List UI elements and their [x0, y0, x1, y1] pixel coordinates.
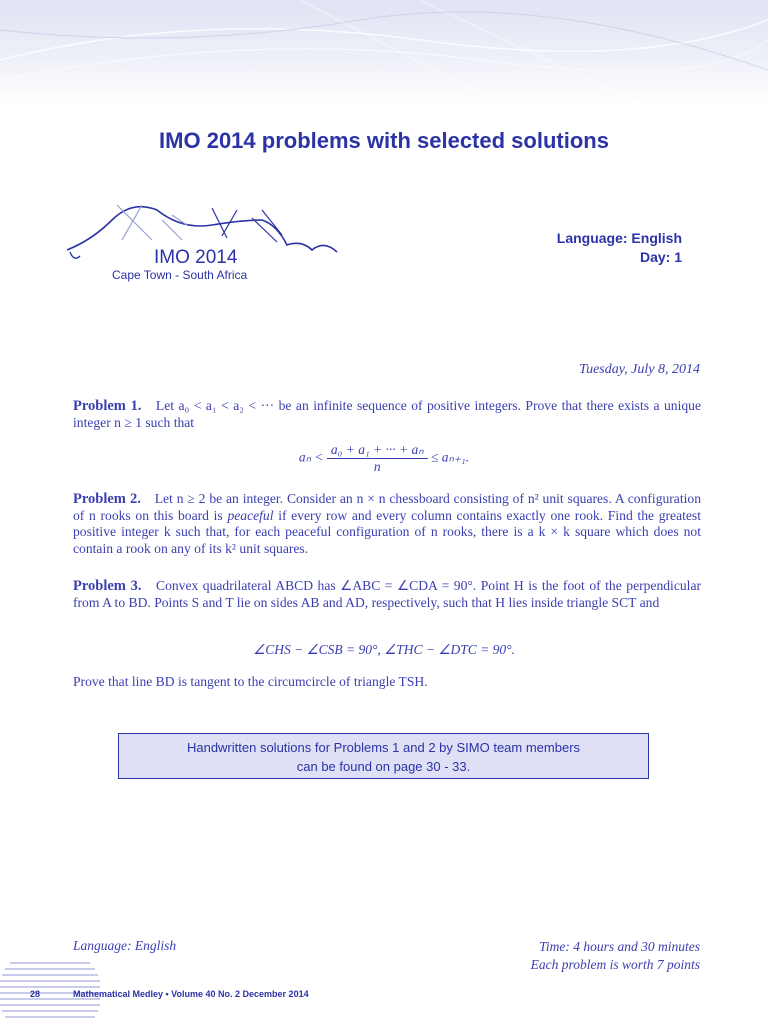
problem-2-label: Problem 2. [73, 491, 141, 507]
footer-time: Time: 4 hours and 30 minutes [539, 939, 700, 954]
problem-1 [73, 398, 701, 431]
problem-2-emphasis: peaceful [227, 507, 274, 523]
problem-3-conclusion: Prove that line BD is tangent to the circumcircle of triangle TSH. [73, 674, 428, 689]
problem-3 [73, 578, 701, 611]
header-banner [0, 0, 768, 104]
day-label: Day: 1 [639, 249, 682, 265]
problem-2-text-a: Let n ≥ 2 be an integer. Consider an n × n chessboard consisting of n² unit squares. A configuration of n rooks on this board is [73, 491, 701, 523]
banner-decoration [0, 0, 768, 104]
problem-3-label: Problem 3. [73, 578, 142, 594]
eq1-left: aₙ < [298, 449, 324, 465]
page-title: IMO 2014 problems with selected solutions [159, 128, 609, 153]
language-day-block [557, 229, 682, 267]
language-label: Language: English [556, 230, 682, 246]
journal-citation: Mathematical Medley • Volume 40 No. 2 December 2014 [73, 989, 309, 999]
footer-time-block [531, 938, 700, 974]
problem-1-text: Let a₀ < a₁ < a₂ < ··· be an infinite sequence of positive integers. Prove that there exists a unique integer n ≥ 1 such that [73, 398, 701, 430]
problem-2 [73, 491, 701, 557]
logo-name: IMO 2014 [154, 247, 238, 268]
exam-date: Tuesday, July 8, 2014 [579, 362, 700, 377]
logo-subtitle: Cape Town - South Africa [112, 268, 248, 282]
eq1-numerator: a₀ + a₁ + ··· + aₙ [327, 442, 428, 459]
eq1-denominator: n [373, 459, 381, 474]
problem-1-equation [0, 442, 768, 475]
problem-2-text-b: if every row and every column contains exactly one rook. Find the greatest positive integer k such that, for each peaceful configuration of n rooks, there is a k × k square which does not contain a rook on any of its k² unit squares. [73, 507, 701, 556]
note-line-1: Handwritten solutions for Problems 1 and 2 by SIMO team members [186, 740, 581, 755]
eq1-fraction [327, 442, 428, 475]
page-number: 28 [30, 989, 41, 999]
problem-3-text-a: Convex quadrilateral ABCD has ∠ABC = ∠CDA = 90°. Point H is the foot of the perpendicular from A to BD. Points S and T lie on sides AB and AD, respectively, such that H lies inside triangle SCT and [73, 578, 701, 610]
problem-1-label: Problem 1. [73, 398, 142, 414]
footer-language: Language: English [73, 938, 177, 953]
solutions-note [118, 733, 649, 779]
eq1-right: ≤ aₙ₊₁. [431, 449, 470, 465]
note-line-2: can be found on page 30 - 33. [296, 759, 471, 774]
footer-points: Each problem is worth 7 points [530, 957, 700, 972]
problem-3-equation: ∠CHS − ∠CSB = 90°, ∠THC − ∠DTC = 90°. [253, 642, 515, 657]
